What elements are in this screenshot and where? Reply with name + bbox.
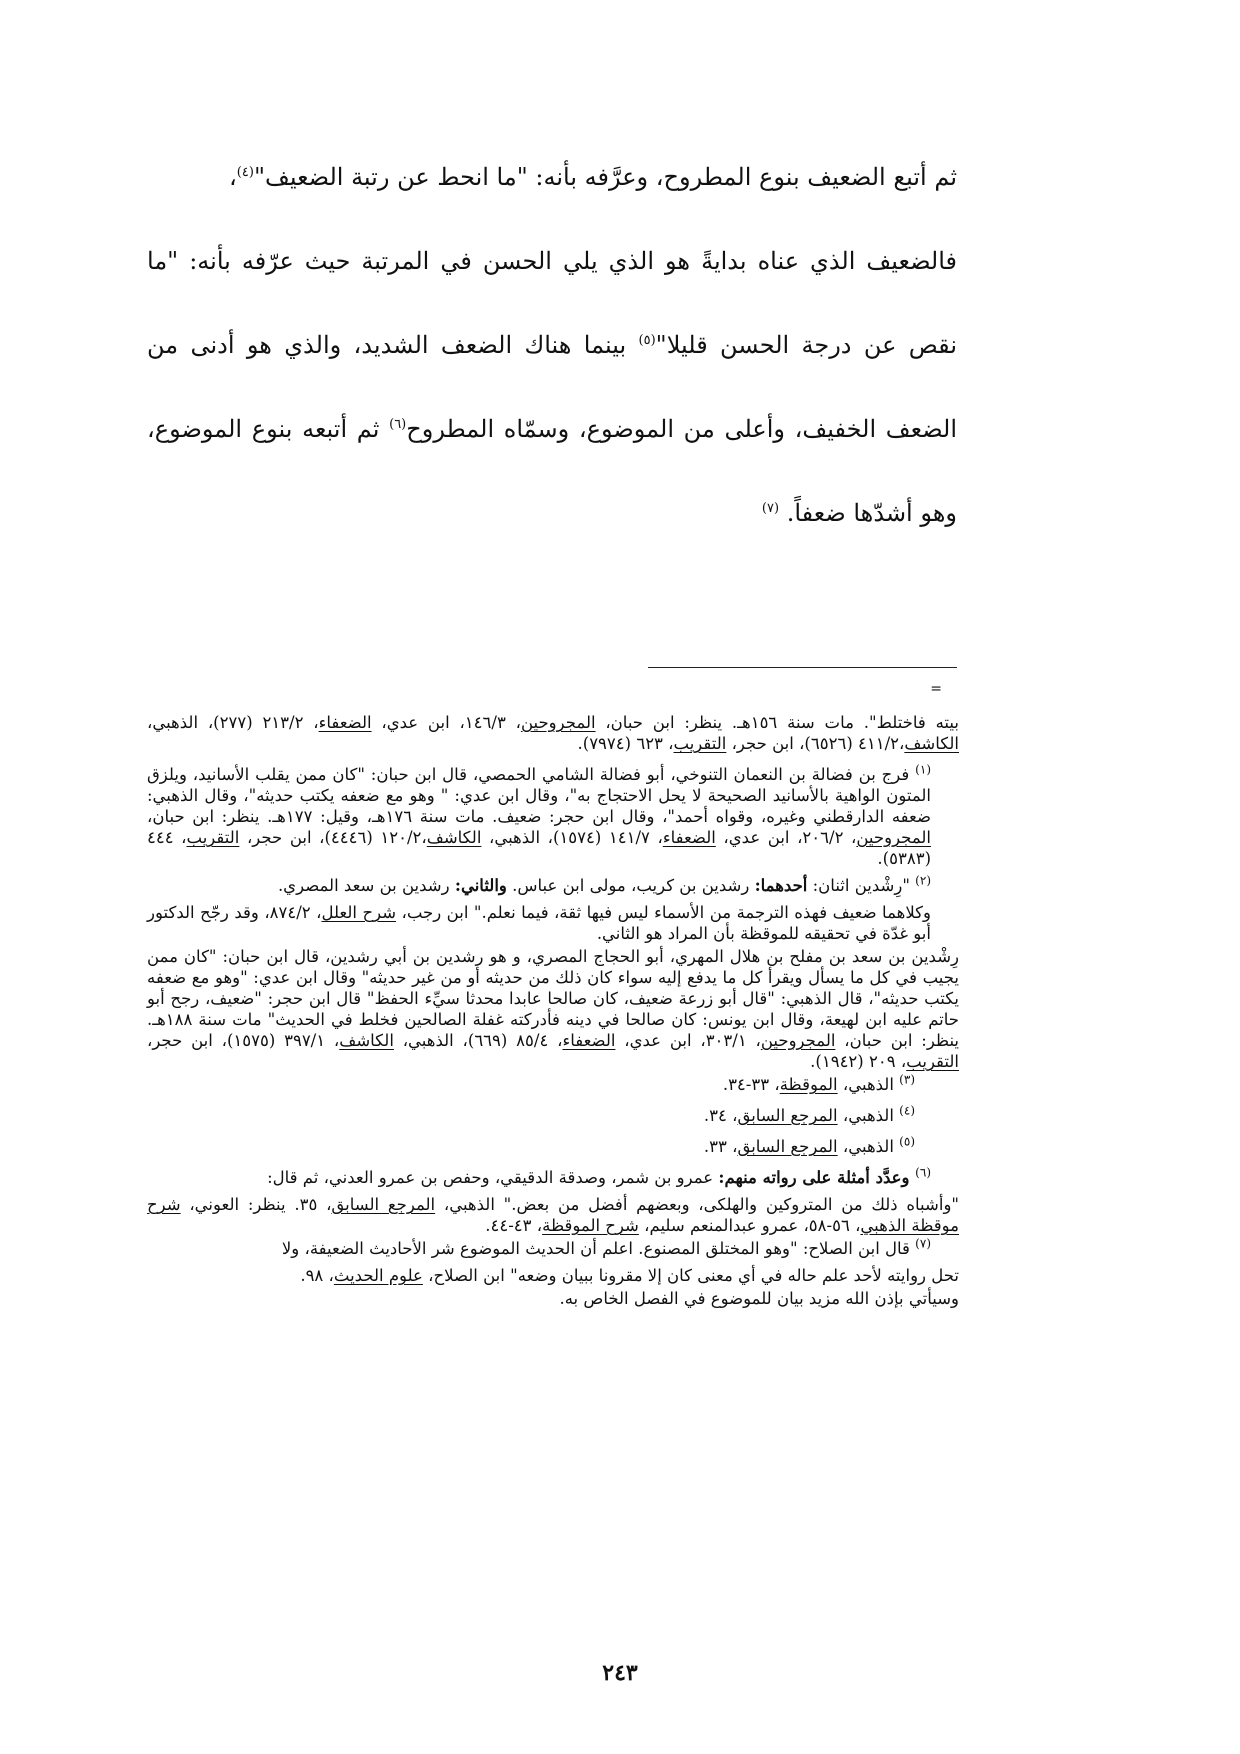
source-title: علوم الحديث [333, 1266, 423, 1285]
footnote-text: وسيأتي بإذن الله مزيد بيان للموضوع في الفصل الخاص به. [559, 1289, 959, 1308]
source-title: الضعفاء [662, 828, 716, 847]
footnote-text: ، ٢٠٦/٢، ابن عدي، [715, 828, 857, 847]
footnote-text: رشدين بن سعد المصري. [277, 876, 455, 895]
source-title: المجروحين [856, 828, 931, 847]
source-title: الكاشف [904, 734, 959, 753]
footnote-text: ، ٢١٣/٢ (٢٧٧)، الذهبي، [147, 713, 319, 732]
page-number: ٢٤٣ [602, 1660, 638, 1686]
source-title: التقريب [673, 734, 727, 753]
footnote-text: ، ١٤٦/٣، ابن عدي، [371, 713, 521, 732]
footnote-2-bio [147, 946, 959, 1072]
footnote-text: تحل روايته لأحد علم حاله في أي معنى كان إلا مقرونا ببيان وضعه" ابن الصلاح، [422, 1266, 959, 1285]
main-body-text [147, 135, 957, 555]
footnote-3 [147, 1074, 959, 1095]
footnote-number: (١) [915, 762, 931, 777]
footnote-ref[interactable]: (٥) [638, 333, 656, 348]
footnote-text: قال ابن الصلاح: "وهو المختلق المصنوع. اعلم أن الحديث الموضوع شر الأحاديث الضعيفة، ولا [281, 1239, 916, 1258]
footnote-text: ، ١٤١/٧ (١٥٧٤)، الذهبي، [481, 828, 663, 847]
footnote-text: ،٤١١/٢ (٦٥٢٦)، ابن حجر، [726, 734, 905, 753]
footnote-text: عمرو بن شمر، وصدقة الدقيقي، وحفص بن عمرو العدني، ثم قال: [267, 1168, 719, 1187]
footnote-text: ، ٨٧٤/٢، وقد رجّح الدكتور أبو غدّة في تحقيقه للموقظة بأن المراد هو الثاني. [147, 903, 931, 943]
footnote-text: رشدين بن كريب، مولى ابن عباس. [506, 876, 755, 895]
source-title: شرح موقظة الذهبي [147, 1195, 959, 1235]
source-title: المرجع السابق [331, 1195, 436, 1214]
body-paragraph [147, 135, 957, 219]
footnote-7-end [147, 1288, 959, 1309]
footnote-number: (٣) [899, 1072, 915, 1087]
source-title: شرح الموقظة [542, 1216, 639, 1235]
footnote-number: (٥) [899, 1134, 915, 1149]
footnote-2-body [147, 902, 959, 944]
footnote-number: (٢) [915, 873, 931, 888]
footnote-6-body [147, 1194, 959, 1236]
footnote-continuation [147, 712, 959, 754]
source-title: التقريب [906, 1052, 959, 1071]
footnote-separator-line [648, 667, 957, 668]
bold-label: والثاني: [454, 876, 507, 895]
bold-label: وعدَّد أمثلة على رواته منهم: [718, 1168, 916, 1187]
body-sentence: ثم أتبع الضعيف بنوع المطروح، وعرَّفه بأنه: "ما انحط عن رتبة الضعيف" [253, 163, 957, 191]
footnotes [147, 712, 959, 1311]
footnote-text: ، ٣٣. [703, 1137, 738, 1156]
source-title: التقريب [186, 828, 240, 847]
punctuation: ، [229, 163, 237, 191]
footnote-ref[interactable]: (٦) [389, 417, 407, 432]
footnote-number: (٦) [915, 1165, 931, 1180]
footnote-text: ، ٥٦-٥٨، عمرو عبدالمنعم سليم، [638, 1216, 861, 1235]
footnote-2 [147, 875, 959, 896]
source-title: المرجع السابق [737, 1137, 838, 1156]
body-sentence: فالضعيف الذي عناه بدايةً هو الذي يلي الحسن في المرتبة حيث عرّفه بأنه: "ما نقص عن درجة الحسن قليلا" [147, 247, 958, 359]
footnote-text: "رِشْدين اثنان: [807, 876, 916, 895]
footnote-text: ، ٢٠٩ (١٩٤٢). [810, 1052, 907, 1071]
footnote-text: ، ٩٨. [300, 1266, 334, 1285]
source-title: الكاشف [426, 828, 482, 847]
continuation-mark: = [930, 681, 942, 697]
source-title: الضعفاء [562, 1031, 616, 1050]
footnote-1 [147, 764, 959, 869]
footnote-text: ، ٣٥. ينظر: العوني، [180, 1195, 332, 1214]
footnote-ref[interactable]: (٧) [761, 501, 780, 516]
footnote-text: رِشْدين بن سعد بن مفلح بن هلال المهري، أبو الحجاج المصري، و هو رشدين بن أبي رشدين، قال ابن حبان: "كان ممن يجيب في كل ما يسأل ويقرأ كل ما يدفع إليه سواء كان ذلك من حديثه أو من غير حديثه" وقال ابن عدي: "وهو مع ضعفه يكتب حديثه"، قال الذهبي: "قال أبو زرعة ضعيف، كان صالحا عابدا محدثا سيِّء الحفظ" قال ابن حجر: "ضعيف، رجح أبو حاتم عليه ابن لهيعة، وقال ابن يونس: كان صالحا في دينه فأدركته غفلة الصالحين فخلط في الحديث" مات سنة ١٨٨هـ. ينظر: ابن حبان، [147, 947, 960, 1050]
body-sentence: بينما هناك الضعف الشديد، والذي هو أدنى من الضعف الخفيف، وأعلى من الموضوع، وسمّاه المطروح [147, 331, 957, 443]
body-paragraph [147, 219, 957, 555]
footnote-text: بيته فاختلط". مات سنة ١٥٦هـ. ينظر: ابن حبان، [595, 713, 959, 732]
footnote-4 [147, 1105, 959, 1126]
footnote-number: (٧) [915, 1236, 931, 1251]
footnote-text: ، ٨٥/٤ (٦٦٩)، الذهبي، [393, 1031, 563, 1050]
footnote-text: الذهبي، [837, 1075, 900, 1094]
footnote-text: ، ٤٤٤ (٥٣٨٣). [147, 828, 931, 868]
footnote-5 [147, 1136, 959, 1157]
source-title: المرجع السابق [737, 1106, 838, 1125]
source-title: شرح العلل [321, 903, 397, 922]
footnote-text: الذهبي، [837, 1106, 900, 1125]
source-title: الضعفاء [318, 713, 372, 732]
footnote-text: ، ٣٣-٣٤. [722, 1075, 780, 1094]
bold-label: أحدهما: [754, 876, 808, 895]
footnote-text: "وأشباه ذلك من المتروكين والهلكى، وبعضهم أفضل من بعض." الذهبي، [435, 1195, 960, 1214]
footnote-text: ، ٣٩٧/١ (١٥٧٥)، ابن حجر، [147, 1031, 340, 1050]
source-title: المجروحين [760, 1031, 836, 1050]
footnote-text: ، ٣٤. [703, 1106, 738, 1125]
footnote-7 [147, 1238, 959, 1259]
footnote-text: ،١٢٠/٢ (٤٤٤٦)، ابن حجر، [239, 828, 427, 847]
footnote-6 [147, 1167, 959, 1188]
body-sentence: ثم أتبعه بنوع الموضوع، وهو أشدّها ضعفاً. [147, 415, 957, 527]
footnote-text: ، ٣٠٣/١، ابن عدي، [615, 1031, 761, 1050]
source-title: المجروحين [520, 713, 596, 732]
footnote-7-body [147, 1265, 959, 1286]
source-title: الموقظة [779, 1075, 838, 1094]
source-title: الكاشف [339, 1031, 394, 1050]
footnote-number: (٤) [899, 1103, 915, 1118]
footnote-text: الذهبي، [837, 1137, 900, 1156]
footnote-ref[interactable]: (٤) [236, 165, 254, 180]
footnote-text: ، ٦٢٣ (٧٩٧٤). [577, 734, 674, 753]
footnote-text: وكلاهما ضعيف فهذه الترجمة من الأسماء ليس فيها ثقة، فيما نعلم." ابن رجب، [396, 903, 931, 922]
footnote-text: ، ٤٣-٤٤. [485, 1216, 543, 1235]
footnote-text: فرج بن فضالة بن النعمان التنوخي، أبو فضالة الشامي الحمصي، قال ابن حبان: "كان ممن يقلب الأسانيد، ويلزق المتون الواهية بالأسانيد الصحيحة لا يحل الاحتجاج به"، وقال ابن عدي: " وهو مع ضعفه يكتب حديثه"، وقال الذهبي: ضعفه الدارقطني وغيره، وقواه أحمد"، وقال ابن حجر: ضعيف. مات سنة ١٧٦هـ، وقيل: ١٧٧هـ. ينظر: ابن حبان، [147, 765, 931, 826]
